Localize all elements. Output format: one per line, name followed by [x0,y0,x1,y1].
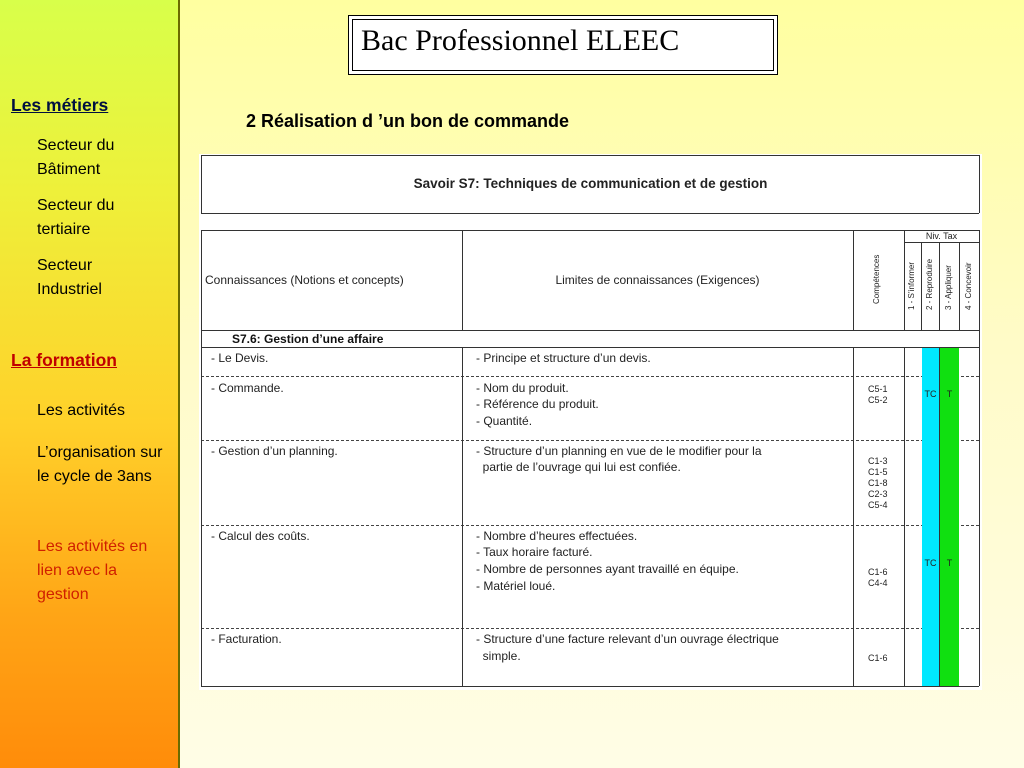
connaissance-cell: - Le Devis. [211,351,269,365]
limites-line: simple. [476,649,521,663]
mark-t: T [946,389,953,399]
competence-code: C2-3 [868,489,888,499]
limites-line: - Nombre de personnes ayant travaillé en équipe. [476,562,739,576]
competence-code: C1-3 [868,456,888,466]
competence-code: C1-6 [868,653,888,663]
limites-line: partie de l’ouvrage qui lui est confiée. [476,460,681,474]
level-3: 3 - Appliquer [944,265,953,310]
level-1: 1 - S’informer [907,261,916,310]
page-subtitle: 2 Réalisation d ’un bon de commande [246,111,570,131]
column-competences: Compétences [872,254,881,304]
mark-tc: TC [924,389,937,399]
competence-code: C5-2 [868,395,888,405]
limites-line: - Nom du produit. [476,381,569,395]
limites-line: - Référence du produit. [476,397,599,411]
competence-code: C4-4 [868,578,888,588]
competence-code: C1-5 [868,467,888,477]
competence-code: C5-4 [868,500,888,510]
mark-tc: TC [924,558,937,568]
column-connaissances: Connaissances (Notions et concepts) [205,273,404,287]
competence-code: C5-1 [868,384,888,394]
connaissance-cell: - Calcul des coûts. [211,529,310,543]
section-title: S7.6: Gestion d’une affaire [232,332,384,346]
sidebar-item-batiment[interactable]: Secteur du Bâtiment [37,137,115,178]
level-4: 4 - Concevoir [964,262,973,310]
limites-line: - Principe et structure d’un devis. [476,351,651,365]
page-title: Bac Professionnel ELEEC [361,24,680,57]
limites-line: - Nombre d’heures effectuées. [476,529,638,543]
mark-t: T [946,558,953,568]
column-limites: Limites de connaissances (Exigences) [555,273,760,287]
sidebar-item-organisation[interactable]: L’organisation sur le cycle de 3ans [37,444,163,485]
limites-line: - Structure d’un planning en vue de le modifier pour la [476,444,762,458]
connaissance-cell: - Commande. [211,381,284,395]
la-formation-heading[interactable]: La formation [11,350,117,370]
sidebar-item-tertiaire[interactable]: Secteur du tertiaire [37,197,115,238]
document-scan [199,154,982,690]
limites-line: - Matériel loué. [476,579,556,593]
sidebar-item-industriel[interactable]: Secteur Industriel [37,257,102,298]
sidebar [0,0,180,768]
savoir-title: Savoir S7: Techniques de communication et de gestion [413,176,768,191]
sidebar-item-activites[interactable]: Les activités [37,402,126,419]
level-2: 2 - Reproduire [925,258,934,310]
sidebar-item-activites-gestion[interactable]: Les activités en lien avec la gestion [37,538,148,603]
limites-line: - Structure d’une facture relevant d’un ouvrage électrique [476,632,779,646]
title-box [348,15,778,75]
competence-code: C1-8 [868,478,888,488]
limites-line: - Taux horaire facturé. [476,545,593,559]
les-metiers-heading[interactable]: Les métiers [11,95,109,115]
limites-line: - Quantité. [476,414,533,428]
niv-tax-header: Niv. Tax [925,231,958,241]
competence-code: C1-6 [868,567,888,577]
connaissance-cell: - Facturation. [211,632,282,646]
connaissance-cell: - Gestion d’un planning. [211,444,338,458]
